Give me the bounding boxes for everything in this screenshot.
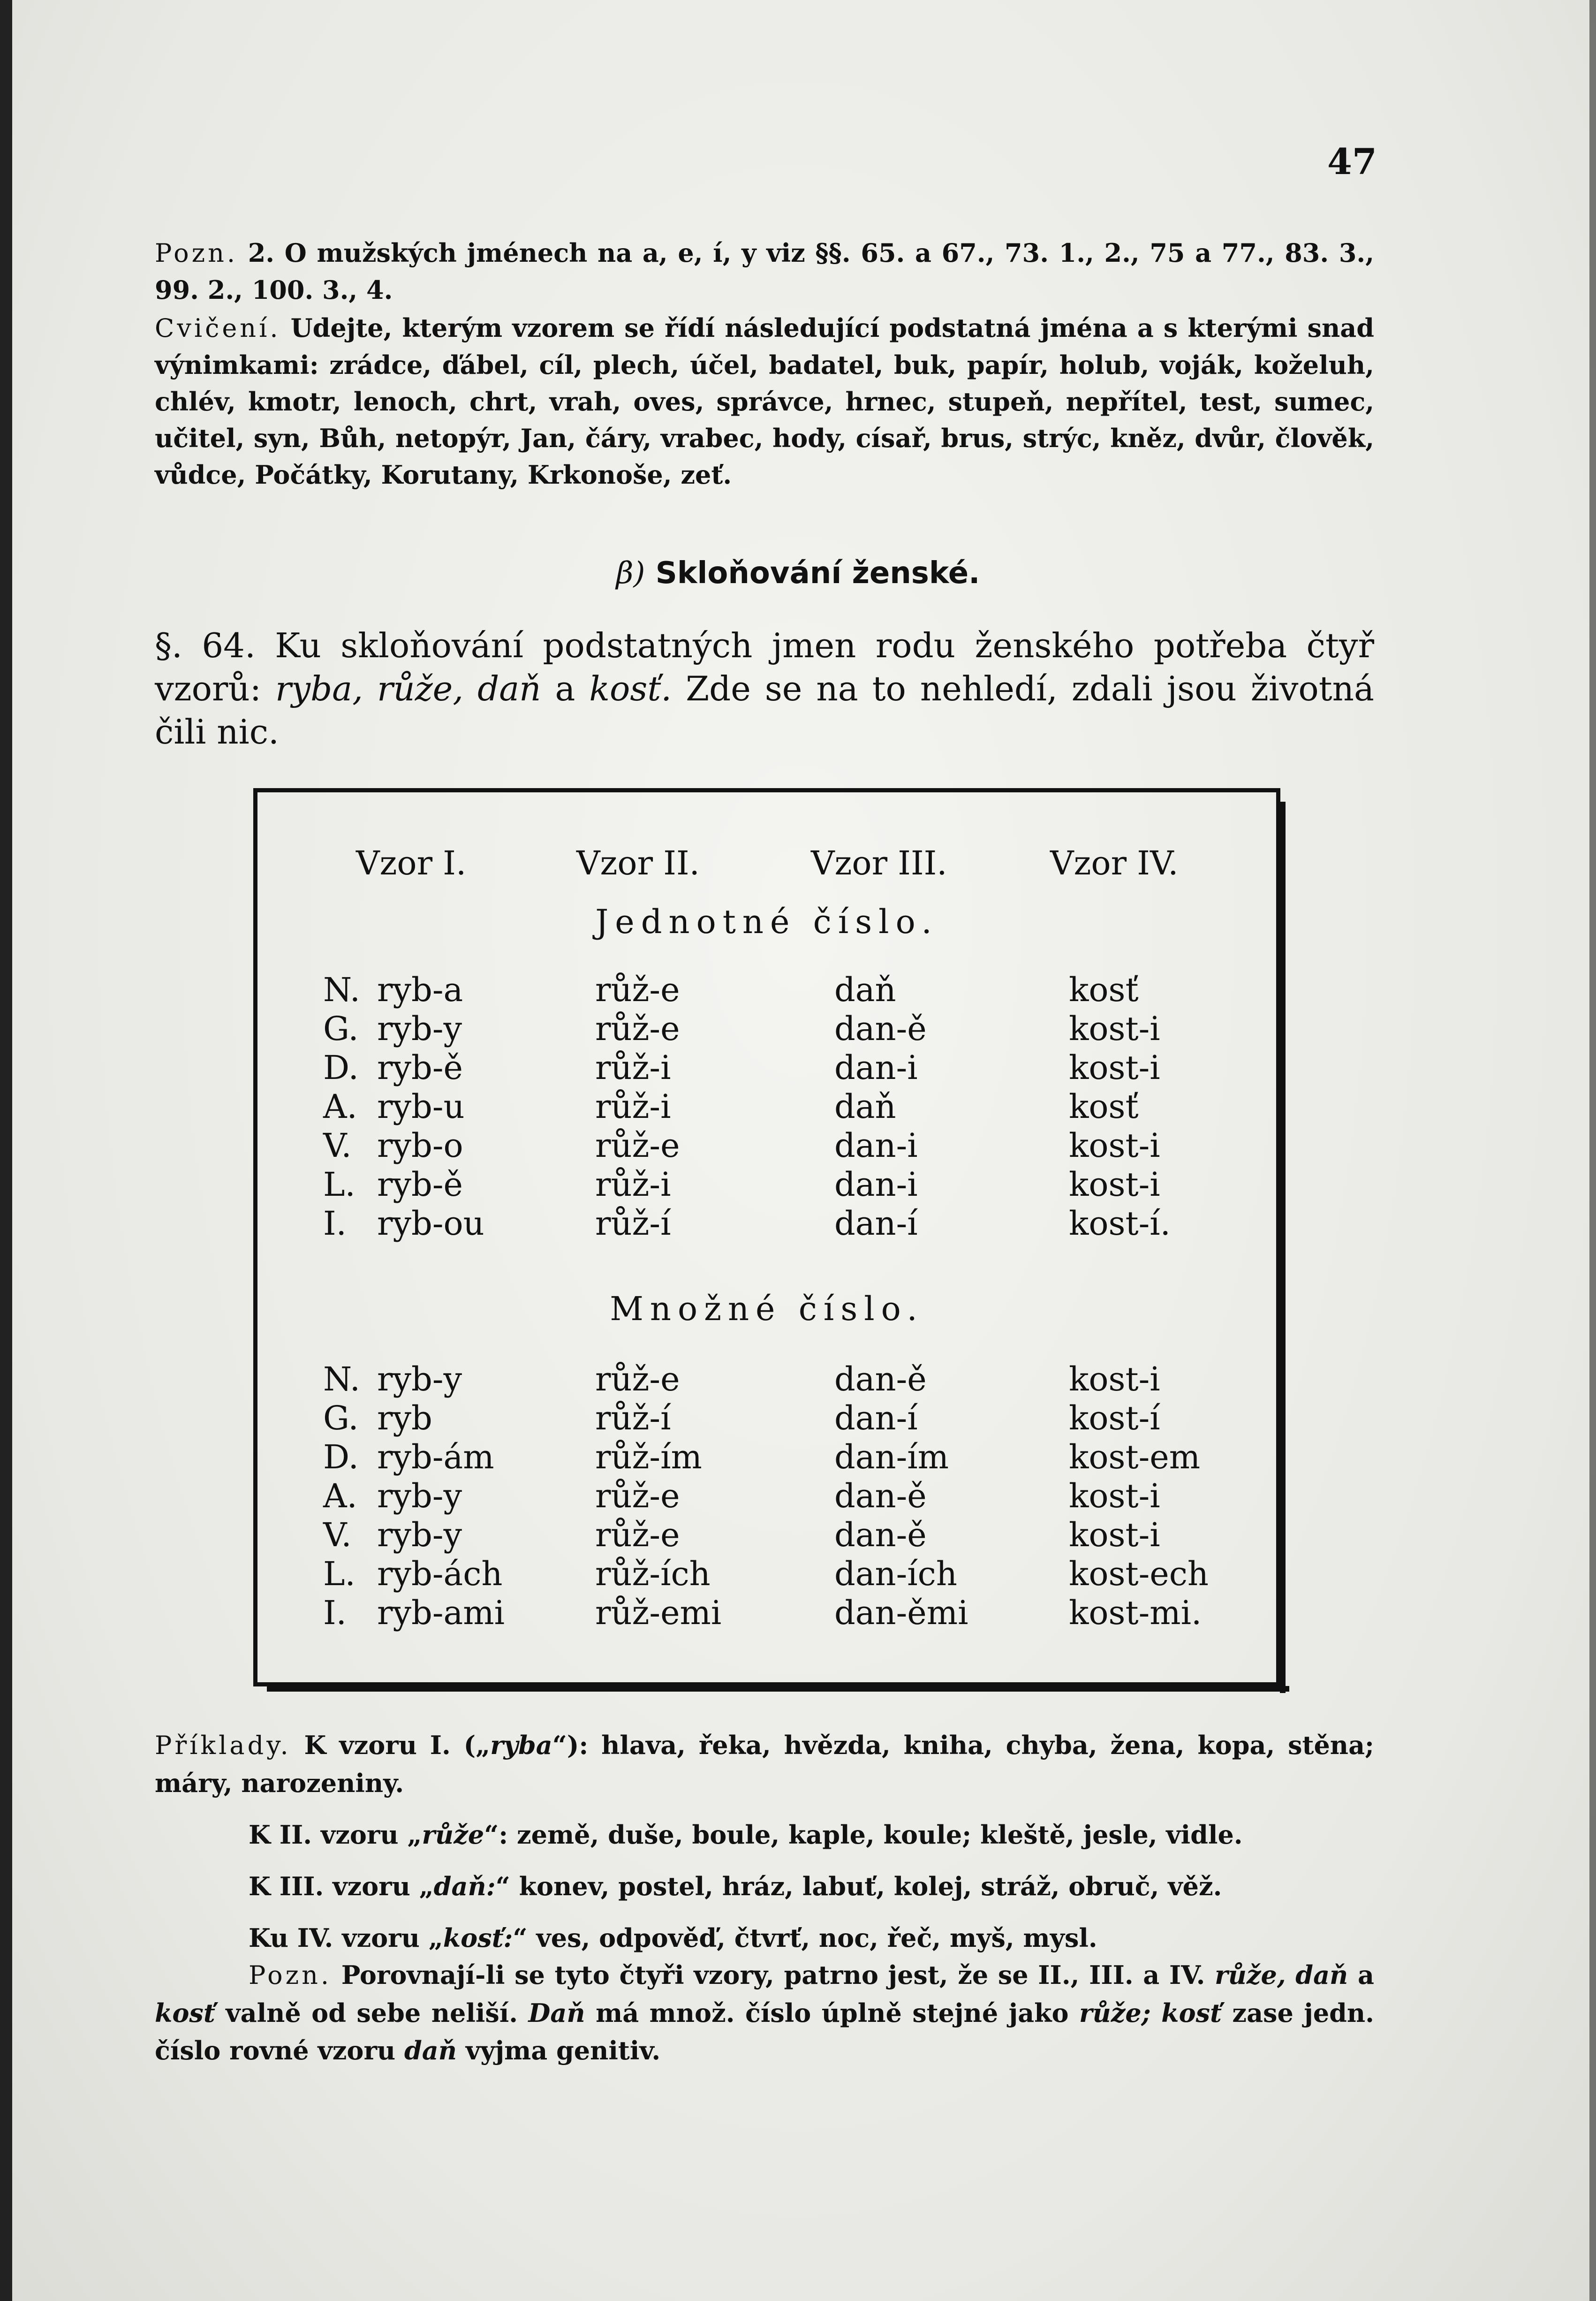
case-label: V. <box>323 1516 352 1554</box>
cell-ryba: ryb-ě <box>377 1048 463 1087</box>
cell-kost: kost-i <box>1069 1516 1160 1554</box>
cell-ruze: růž-e <box>595 1360 680 1398</box>
case-label: A. <box>323 1087 357 1126</box>
cell-kost: kost-i <box>1069 1048 1160 1087</box>
intro-word-kost: kosť. <box>589 669 672 708</box>
case-label: G. <box>323 1399 359 1437</box>
case-label: I. <box>323 1594 347 1632</box>
cell-kost: kost-i <box>1069 1010 1160 1048</box>
note-2 <box>155 1956 1374 2069</box>
header-vzor-1: Vzor I. <box>356 844 467 882</box>
cell-ryba: ryb-ami <box>377 1594 505 1632</box>
cell-ruze: růž-e <box>595 971 680 1009</box>
note-2-text-3: valně od sebe neliší. <box>226 1998 518 2028</box>
intro-text-3: Zde se na to nehledí, zdali jsou životná čili nic. <box>155 669 1374 752</box>
example-2 <box>155 1816 1374 1853</box>
cell-ryba: ryb-y <box>377 1477 462 1515</box>
cell-kost: kost-i <box>1069 1360 1160 1398</box>
example-3 <box>155 1868 1374 1905</box>
cell-dan: dan-ě <box>834 1010 927 1048</box>
cell-kost: kosť <box>1069 1087 1139 1126</box>
cell-dan: dan-i <box>834 1126 918 1165</box>
example-3-word: daň: <box>433 1871 496 1901</box>
cell-ryba: ryb-y <box>377 1360 462 1398</box>
examples <box>155 1726 1374 1957</box>
cell-ryba: ryb-y <box>377 1010 462 1048</box>
intro-word-ruze: růže, <box>377 669 464 708</box>
header-vzor-2: Vzor II. <box>576 844 700 882</box>
cell-dan: dan-í <box>834 1399 918 1437</box>
cell-kost: kost-í. <box>1069 1204 1171 1243</box>
example-2-word: růže <box>422 1820 484 1850</box>
cell-ryba: ryb <box>377 1399 432 1437</box>
example-1-post: “): hlava, řeka, hvězda, kniha, chyba, žena, kopa, stěna; máry, narozeniny. <box>155 1730 1374 1798</box>
cell-ruze: růž-e <box>595 1477 680 1515</box>
cell-ruze: růž-í <box>595 1399 671 1437</box>
example-1-word: ryba <box>490 1730 552 1760</box>
exercise-text: Udejte, kterým vzorem se řídí následující podstatná jména a s kterými snad výnimkami: zrádce, ďábel, cíl, plech, účel, badatel, buk, papír, holub, voják, koželuh, chlév, kmotr, lenoch, chrt, vrah, oves, správce, hrnec, stupeň, nepřítel, test, sumec, učitel, syn, Bůh, netopýr, Jan, čáry, vrabec, hody, císař, brus, strýc, kněz, dvůr, člověk, vůdce, Počátky, Korutany, Krkonoše, zeť. <box>155 313 1374 490</box>
note-2-text-2: a <box>1357 1960 1374 1990</box>
cell-kost: kosť <box>1069 971 1139 1009</box>
cell-dan: dan-ích <box>834 1555 957 1593</box>
cell-ruze: růž-i <box>595 1165 671 1204</box>
cell-kost: kost-i <box>1069 1165 1160 1204</box>
note-1-text: 2. O mužských jménech na a, e, í, y viz §§. 65. a 67., 73. 1., 2., 75 a 77., 83. 3., 99. 2., 100. 3., 4. <box>155 238 1374 305</box>
table-shadow-bottom <box>267 1686 1289 1692</box>
note-2-text-6: vyjma genitiv. <box>465 2035 661 2066</box>
example-4-word: kosť: <box>443 1923 513 1953</box>
case-label: N. <box>323 1360 361 1398</box>
table-shadow-right <box>1280 802 1286 1693</box>
cell-dan: dan-ě <box>834 1360 927 1398</box>
case-label: A. <box>323 1477 357 1515</box>
intro-text-2: a <box>555 669 575 708</box>
cell-dan: dan-i <box>834 1048 918 1087</box>
cell-dan: dan-ěmi <box>834 1594 968 1632</box>
cell-kost: kost-em <box>1069 1438 1201 1476</box>
cell-kost: kost-í <box>1069 1399 1160 1437</box>
example-3-post: “ konev, postel, hráz, labuť, kolej, stráž, obruč, věž. <box>495 1871 1222 1901</box>
cell-dan: daň <box>834 1087 896 1126</box>
section-heading <box>0 556 1596 591</box>
intro-word-dan: daň <box>477 669 541 708</box>
cell-ryba: ryb-ě <box>377 1165 463 1204</box>
cell-dan: dan-ě <box>834 1477 927 1515</box>
cell-ruze: růž-i <box>595 1048 671 1087</box>
example-2-post: “: země, duše, boule, kaple, koule; kleště, jesle, vidle. <box>484 1820 1243 1850</box>
cell-dan: daň <box>834 971 896 1009</box>
case-label: N. <box>323 971 361 1009</box>
note-2-text-1: Porovnají-li se tyto čtyři vzory, patrno jest, že se II., III. a IV. <box>341 1960 1205 1990</box>
cell-dan: dan-ě <box>834 1516 927 1554</box>
header-vzor-4: Vzor IV. <box>1050 844 1179 882</box>
case-label: D. <box>323 1048 359 1087</box>
cell-ryba: ryb-y <box>377 1516 462 1554</box>
note-2-text-5: zase jedn. číslo rovné vzoru <box>155 1998 1374 2066</box>
cell-ruze: růž-ích <box>595 1555 711 1593</box>
section-marker: β) <box>616 556 645 591</box>
cell-dan: dan-i <box>834 1165 918 1204</box>
note-2-word-4: růže; <box>1079 1998 1151 2028</box>
case-label: D. <box>323 1438 359 1476</box>
cell-dan: dan-ím <box>834 1438 949 1476</box>
cell-ruze: růž-i <box>595 1087 671 1126</box>
note-2-word-2: kosť <box>155 1998 215 2028</box>
cell-ryba: ryb-ám <box>377 1438 494 1476</box>
cell-ryba: ryb-a <box>377 971 463 1009</box>
page-number: 47 <box>1327 141 1377 182</box>
singular-label: Jednotné číslo. <box>595 903 938 941</box>
case-label: L. <box>323 1165 356 1204</box>
cell-ruze: růž-e <box>595 1516 680 1554</box>
note-2-text-4: má množ. číslo úplně stejné jako <box>596 1998 1069 2028</box>
note-2-label: Pozn. <box>249 1960 332 1990</box>
examples-label: Příklady. <box>155 1731 291 1760</box>
case-label: G. <box>323 1010 359 1048</box>
cell-kost: kost-i <box>1069 1126 1160 1165</box>
scan-edge-left <box>0 0 12 2301</box>
example-2-pre: K II. vzoru „ <box>249 1820 422 1850</box>
note-2-word-5: kosť <box>1161 1998 1222 2028</box>
section-title: Skloňování ženské. <box>655 556 980 591</box>
intro-paragraph <box>155 624 1374 753</box>
scan-edge-right <box>1589 0 1596 2301</box>
cell-ryba: ryb-o <box>377 1126 463 1165</box>
header-vzor-3: Vzor III. <box>811 844 947 882</box>
case-label: L. <box>323 1555 356 1593</box>
intro-text-1: §. 64. Ku skloňování podstatných jmen rodu ženského potřeba čtyř vzorů: <box>155 626 1374 708</box>
exercise-label: Cvičení. <box>155 313 281 343</box>
cell-ruze: růž-e <box>595 1010 680 1048</box>
cell-ruze: růž-e <box>595 1126 680 1165</box>
note-2-word-6: daň <box>404 2035 457 2066</box>
example-4 <box>155 1919 1374 1957</box>
case-label: V. <box>323 1126 352 1165</box>
cell-ryba: ryb-ou <box>377 1204 484 1243</box>
example-1 <box>155 1726 1374 1802</box>
note-2-word-3: Daň <box>528 1998 585 2028</box>
declension-table <box>253 788 1280 1686</box>
example-3-pre: K III. vzoru „ <box>249 1871 434 1901</box>
note-1 <box>155 235 1374 308</box>
example-4-post: “ ves, odpověď, čtvrť, noc, řeč, myš, mysl. <box>513 1923 1097 1953</box>
intro-word-ryba: ryba, <box>275 669 363 708</box>
cell-kost: kost-ech <box>1069 1555 1209 1593</box>
example-4-pre: Ku IV. vzoru „ <box>249 1923 443 1953</box>
cell-kost: kost-i <box>1069 1477 1160 1515</box>
case-label: I. <box>323 1204 347 1243</box>
example-1-pre: K vzoru I. („ <box>304 1730 491 1760</box>
note-1-label: Pozn. <box>155 238 238 268</box>
note-2-word-1: růže, daň <box>1215 1960 1348 1990</box>
cell-ryba: ryb-u <box>377 1087 465 1126</box>
cell-ruze: růž-í <box>595 1204 671 1243</box>
exercise-paragraph <box>155 310 1374 493</box>
cell-ryba: ryb-ách <box>377 1555 503 1593</box>
plural-label: Množné číslo. <box>610 1290 924 1328</box>
cell-ruze: růž-emi <box>595 1594 722 1632</box>
cell-ruze: růž-ím <box>595 1438 702 1476</box>
cell-dan: dan-í <box>834 1204 918 1243</box>
cell-kost: kost-mi. <box>1069 1594 1202 1632</box>
